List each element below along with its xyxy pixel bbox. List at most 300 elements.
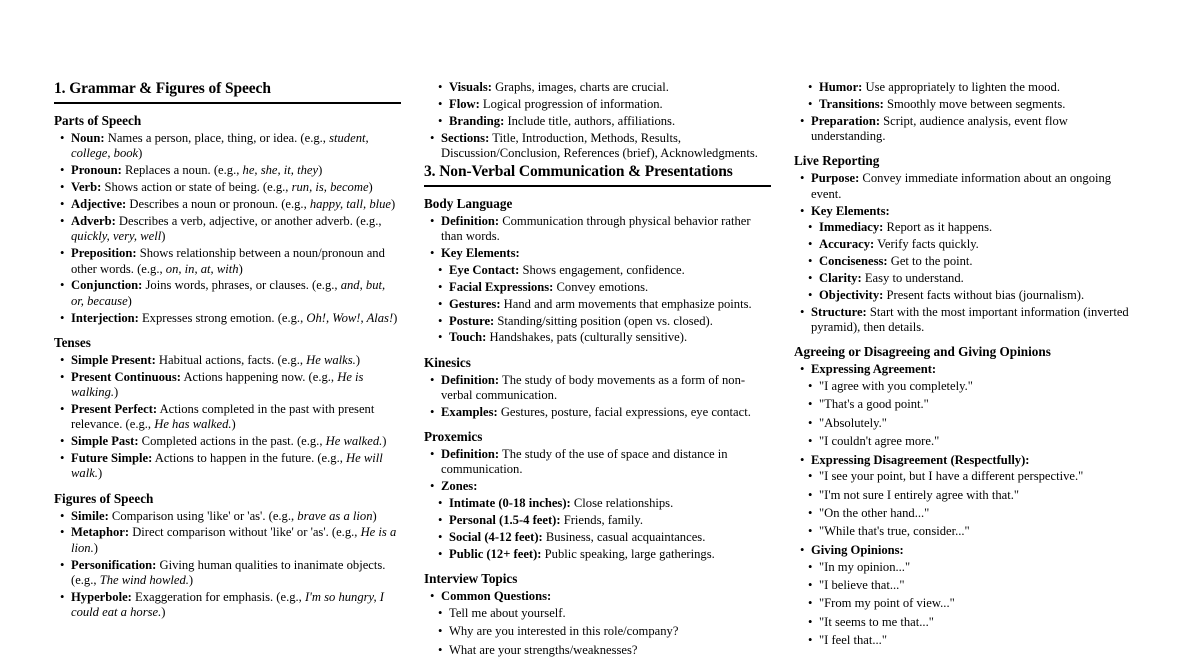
column-2 — [424, 80, 771, 657]
bullet-icon: • — [808, 524, 813, 539]
list-item — [430, 479, 771, 494]
list-item-term: Key Elements: — [441, 246, 520, 261]
list-item-term: Definition: — [441, 447, 500, 462]
sub-heading: Agreeing or Disagreeing and Giving Opinions — [794, 344, 1051, 360]
list-item-term: Structure: — [811, 304, 867, 319]
list-item-term: Adjective: — [71, 197, 127, 212]
bullet-list — [424, 214, 771, 262]
list-item-example: He walked. — [325, 434, 383, 449]
list-item-text: ) — [382, 434, 387, 449]
nested-list — [794, 220, 1141, 303]
section-heading: 1. Grammar & Figures of Speech — [54, 80, 401, 104]
bullet-icon: • — [60, 508, 65, 523]
list-item-text: "On the other hand..." — [819, 506, 930, 521]
bullet-icon: • — [60, 131, 65, 146]
list-item-text: Completed actions in the past. (e.g., — [138, 434, 326, 449]
list-item-term: Eye Contact: — [449, 263, 520, 277]
bullet-icon: • — [430, 372, 435, 387]
list-item — [808, 416, 1141, 431]
bullet-icon: • — [438, 96, 443, 111]
bullet-icon: • — [60, 434, 65, 449]
list-item-text: "That's a good point." — [819, 397, 929, 412]
list-item-term: Interjection: — [71, 310, 139, 325]
bullet-icon: • — [60, 163, 65, 178]
bullet-icon: • — [800, 113, 805, 128]
list-item-text: The study of the use of space and distance in communication. — [441, 447, 728, 477]
list-item-text: Easy to understand. — [861, 270, 964, 285]
list-item — [808, 596, 1141, 611]
list-item-example: He has walked. — [154, 417, 232, 432]
list-item — [808, 506, 1141, 521]
bullet-icon: • — [808, 614, 813, 629]
bullet-icon: • — [808, 237, 813, 252]
bullet-list — [424, 447, 771, 495]
list-item-term: Gestures: — [449, 296, 501, 311]
list-item-example: He is walking. — [71, 369, 364, 399]
list-item-text: Title, Introduction, Methods, Results, Discussion/Conclusion, References (brief), Acknowledgments. — [441, 130, 758, 160]
list-item — [808, 560, 1141, 575]
list-item-term: Objectivity: — [819, 287, 884, 302]
list-item-text: Shows relationship between a noun/pronoun and other words. (e.g., — [71, 246, 385, 276]
list-item-term: Visuals: — [449, 80, 492, 94]
list-item-example: he, she, it, they — [242, 163, 319, 178]
list-item-example: and, but, or, because — [71, 278, 386, 308]
list-item-text: Hand and arm movements that emphasize points. — [500, 296, 752, 311]
sub-heading: Figures of Speech — [54, 490, 154, 506]
bullet-icon: • — [808, 633, 813, 648]
list-item — [438, 280, 771, 295]
list-item-text: "It seems to me that..." — [819, 614, 934, 629]
list-item-text: Shows engagement, confidence. — [519, 263, 685, 277]
list-item — [438, 114, 771, 129]
sub-heading: Live Reporting — [794, 153, 880, 169]
list-item — [430, 214, 771, 245]
bullet-icon: • — [438, 80, 443, 94]
list-item-text: ) — [372, 508, 377, 523]
list-item-term: Simple Past: — [71, 434, 139, 449]
list-item-text: "In my opinion..." — [819, 559, 911, 574]
list-item-text: Standing/sitting position (open vs. closed). — [494, 313, 713, 328]
bullet-icon: • — [60, 369, 65, 384]
bullet-list — [424, 589, 771, 604]
list-item — [438, 97, 771, 112]
bullet-icon: • — [808, 469, 813, 484]
bullet-icon: • — [438, 513, 443, 527]
list-item-text: Convey immediate information about an ongoing event. — [811, 171, 1112, 201]
list-item-text: "While that's true, consider..." — [819, 524, 970, 539]
sub-heading: Interview Topics — [424, 571, 518, 587]
list-item — [60, 451, 401, 482]
bullet-icon: • — [438, 296, 443, 311]
list-item-term: Preparation: — [811, 113, 881, 128]
list-item-text: ) — [161, 605, 166, 620]
list-item-term: Present Perfect: — [71, 401, 158, 416]
list-item — [438, 263, 771, 278]
list-item — [438, 496, 771, 511]
bullet-list — [794, 362, 1141, 377]
list-item — [808, 524, 1141, 539]
list-item — [808, 237, 1141, 252]
list-item-term: Zones: — [441, 479, 478, 494]
list-item-text: Convey emotions. — [553, 279, 649, 294]
nested-list — [794, 469, 1141, 539]
list-item-term: Sections: — [441, 130, 490, 145]
sub-heading: Tenses — [54, 334, 91, 350]
bullet-icon: • — [800, 171, 805, 186]
list-item-term: Pronoun: — [71, 163, 122, 178]
list-item-term: Facial Expressions: — [449, 279, 554, 294]
list-item — [808, 271, 1141, 286]
list-item-text: Actions to happen in the future. (e.g., — [152, 450, 347, 465]
list-item-example: on, in, at, with — [165, 261, 239, 276]
bullet-icon: • — [60, 557, 65, 572]
list-item-term: Expressing Agreement: — [811, 362, 937, 377]
list-item-term: Purpose: — [811, 171, 860, 186]
list-item — [808, 488, 1141, 503]
list-item-text: Verify facts quickly. — [874, 237, 979, 252]
list-item-text: Graphs, images, charts are crucial. — [491, 80, 669, 94]
list-item-term: Simple Present: — [71, 352, 156, 367]
list-item — [808, 633, 1141, 648]
bullet-icon: • — [430, 447, 435, 462]
list-item-term: Personal (1.5-4 feet): — [449, 513, 561, 527]
list-item-example: brave as a lion — [297, 508, 373, 523]
list-item-text: "I agree with you completely." — [819, 379, 973, 394]
list-item-text: Direct comparison without 'like' or 'as'. (e.g., — [129, 525, 361, 540]
list-item-term: Social (4-12 feet): — [449, 529, 543, 544]
list-item-term: Posture: — [449, 313, 495, 328]
bullet-icon: • — [430, 404, 435, 419]
list-item-text: ) — [391, 197, 396, 212]
bullet-icon: • — [430, 588, 435, 603]
list-item-text: ) — [97, 466, 103, 481]
list-item — [430, 131, 771, 162]
list-item-term: Branding: — [449, 113, 505, 128]
bullet-icon: • — [438, 313, 443, 328]
bullet-icon: • — [808, 559, 813, 574]
list-item-text: "I believe that..." — [819, 578, 905, 593]
list-item-text: ) — [114, 385, 119, 399]
list-item-text: Giving human qualities to inanimate objects. (e.g., — [71, 557, 386, 587]
list-item-term: Future Simple: — [71, 450, 153, 465]
bullet-icon: • — [808, 578, 813, 593]
list-item-example: run, is, become — [291, 180, 369, 195]
list-item-term: Flow: — [449, 96, 480, 111]
list-item — [808, 397, 1141, 412]
list-item-term: Immediacy: — [819, 220, 884, 235]
list-item-text: Actions happening now. (e.g., — [180, 369, 338, 384]
list-item-text: ) — [188, 572, 194, 587]
list-item — [60, 590, 401, 621]
list-item-term: Definition: — [441, 372, 500, 387]
bullet-list — [54, 509, 401, 621]
list-item-term: Common Questions: — [441, 588, 552, 603]
nested-list — [424, 496, 771, 562]
list-item-text: Describes a noun or pronoun. (e.g., — [126, 197, 310, 212]
bullet-icon: • — [60, 246, 65, 261]
bullet-icon: • — [808, 270, 813, 285]
bullet-icon: • — [808, 415, 813, 430]
bullet-icon: • — [438, 605, 443, 620]
list-item-text: Why are you interested in this role/company? — [449, 624, 679, 639]
list-item-text: ) — [161, 229, 166, 244]
list-item-text: Exaggeration for emphasis. (e.g., — [131, 589, 305, 604]
list-item-text: Business, casual acquaintances. — [542, 529, 706, 544]
bullet-icon: • — [438, 496, 443, 511]
bullet-icon: • — [800, 304, 805, 319]
bullet-icon: • — [60, 589, 65, 604]
list-item-example: quickly, very, well — [71, 229, 162, 244]
list-item — [800, 305, 1141, 336]
list-item — [438, 530, 771, 545]
list-item — [60, 214, 401, 245]
bullet-list — [794, 171, 1141, 219]
bullet-icon: • — [60, 310, 65, 325]
list-item-example: He is a lion. — [71, 525, 397, 555]
list-item-term: Touch: — [449, 330, 487, 345]
list-item-term: Expressing Disagreement (Respectfully): — [811, 452, 1030, 467]
list-item-term: Transitions: — [819, 96, 884, 111]
list-item — [808, 288, 1141, 303]
list-item-text: Smoothly move between segments. — [883, 96, 1066, 111]
bullet-icon: • — [800, 203, 805, 218]
list-item-example: student, college, book — [71, 131, 369, 161]
bullet-icon: • — [60, 197, 65, 212]
list-item-example: I'm so hungry, I could eat a horse. — [71, 589, 384, 620]
list-item — [808, 469, 1141, 484]
list-item-text: Use appropriately to lighten the mood. — [862, 80, 1060, 94]
bullet-list — [54, 131, 401, 326]
list-item-text: "Absolutely." — [819, 415, 887, 430]
list-item-text: ) — [231, 417, 236, 432]
list-item-term: Public (12+ feet): — [449, 546, 542, 561]
list-item — [60, 163, 401, 178]
list-item-text: Tell me about yourself. — [449, 605, 566, 620]
bullet-icon: • — [808, 287, 813, 302]
list-item-term: Intimate (0-18 inches): — [449, 496, 571, 511]
list-item-text: Joins words, phrases, or clauses. (e.g., — [142, 278, 341, 293]
list-item-term: Giving Opinions: — [811, 542, 904, 557]
sub-heading: Kinesics — [424, 354, 471, 370]
nested-list — [794, 80, 1141, 112]
list-item-text: Get to the point. — [887, 254, 973, 269]
list-item-text: Friends, family. — [560, 513, 643, 527]
nested-list — [424, 80, 771, 129]
list-item-text: "I'm not sure I entirely agree with that." — [819, 487, 1019, 502]
list-item-term: Preposition: — [71, 246, 137, 261]
list-item — [438, 80, 771, 95]
list-item-term: Simile: — [71, 508, 109, 523]
list-item — [60, 197, 401, 212]
bullet-icon: • — [438, 546, 443, 561]
bullet-icon: • — [438, 263, 443, 277]
list-item-example: Oh!, Wow!, Alas! — [306, 310, 394, 325]
list-item — [60, 402, 401, 433]
list-item-text: Gestures, posture, facial expressions, eye contact. — [497, 404, 751, 419]
column-1 — [54, 80, 401, 626]
bullet-icon: • — [438, 529, 443, 544]
list-item — [808, 220, 1141, 235]
bullet-icon: • — [60, 525, 65, 540]
list-item-text: The study of body movements as a form of non-verbal communication. — [441, 372, 746, 402]
list-item — [808, 254, 1141, 269]
list-item — [60, 353, 401, 368]
list-item-text: Describes a verb, adjective, or another adverb. (e.g., — [115, 213, 382, 228]
list-item — [800, 171, 1141, 202]
list-item-term: Accuracy: — [819, 237, 875, 252]
bullet-list — [794, 305, 1141, 336]
bullet-icon: • — [60, 352, 65, 367]
sub-heading: Proxemics — [424, 429, 483, 445]
list-item — [60, 180, 401, 195]
list-item — [60, 558, 401, 589]
list-item — [438, 606, 771, 621]
bullet-icon: • — [430, 213, 435, 228]
list-item — [60, 278, 401, 309]
list-item-text: Shows action or state of being. (e.g., — [101, 180, 292, 195]
bullet-list — [794, 543, 1141, 558]
bullet-icon: • — [808, 379, 813, 394]
list-item — [438, 624, 771, 639]
list-item-example: happy, tall, blue — [309, 197, 392, 212]
bullet-list — [424, 131, 771, 162]
bullet-icon: • — [800, 362, 805, 377]
list-item-text: ) — [368, 180, 373, 195]
list-item — [430, 246, 771, 261]
list-item-text: "I couldn't agree more." — [819, 434, 940, 449]
list-item-term: Verb: — [71, 180, 102, 195]
nested-list — [794, 560, 1141, 649]
bullet-icon: • — [430, 130, 435, 145]
list-item-text: Logical progression of information. — [479, 96, 663, 111]
list-item-text: ) — [355, 352, 361, 367]
list-item — [438, 513, 771, 528]
list-item — [60, 311, 401, 326]
list-item-term: Hyperbole: — [71, 589, 132, 604]
list-item-text: ) — [93, 540, 98, 555]
bullet-icon: • — [60, 278, 65, 293]
list-item-text: Close relationships. — [570, 496, 674, 511]
list-item-term: Examples: — [441, 404, 498, 419]
list-item — [800, 543, 1141, 558]
column-container — [54, 80, 1151, 657]
bullet-list — [794, 114, 1141, 145]
bullet-icon: • — [808, 254, 813, 269]
list-item — [430, 589, 771, 604]
list-item — [430, 405, 771, 420]
list-item-text: Include title, authors, affiliations. — [504, 113, 676, 128]
bullet-icon: • — [808, 506, 813, 521]
list-item-term: Metaphor: — [71, 525, 130, 540]
list-item-term: Adverb: — [71, 213, 116, 228]
list-item — [800, 114, 1141, 145]
list-item — [60, 370, 401, 401]
list-item-text: Public speaking, large gatherings. — [541, 546, 715, 561]
bullet-icon: • — [60, 450, 65, 465]
sub-heading: Parts of Speech — [54, 113, 142, 129]
list-item — [808, 80, 1141, 95]
list-item — [438, 297, 771, 312]
list-item — [60, 131, 401, 162]
list-item-text: Habitual actions, facts. (e.g., — [155, 352, 307, 367]
sub-heading: Body Language — [424, 196, 513, 212]
bullet-icon: • — [808, 596, 813, 611]
bullet-icon: • — [800, 452, 805, 467]
list-item-term: Conjunction: — [71, 278, 143, 293]
bullet-icon: • — [800, 542, 805, 557]
bullet-icon: • — [60, 213, 65, 228]
list-item-term: Clarity: — [819, 270, 862, 285]
list-item-text: ) — [138, 146, 143, 161]
list-item-text: Present facts without bias (journalism). — [883, 287, 1085, 302]
list-item — [808, 97, 1141, 112]
list-item — [430, 373, 771, 404]
bullet-icon: • — [438, 113, 443, 128]
nested-list — [794, 379, 1141, 449]
list-item-text: "I feel that..." — [819, 633, 887, 648]
list-item — [438, 314, 771, 329]
list-item-text: ) — [393, 310, 398, 325]
list-item-term: Personification: — [71, 557, 157, 572]
list-item-term: Conciseness: — [819, 254, 888, 269]
list-item-text: Handshakes, pats (culturally sensitive). — [486, 330, 688, 345]
bullet-icon: • — [430, 246, 435, 261]
bullet-icon: • — [438, 624, 443, 639]
list-item-text: ) — [238, 261, 243, 276]
column-3 — [794, 80, 1141, 648]
bullet-icon: • — [60, 401, 65, 416]
nested-list — [424, 606, 771, 658]
list-item — [808, 434, 1141, 449]
list-item-text: Report as it happens. — [883, 220, 993, 235]
list-item-text: What are your strengths/weaknesses? — [449, 642, 638, 657]
bullet-icon: • — [438, 279, 443, 294]
list-item — [60, 509, 401, 524]
bullet-icon: • — [808, 96, 813, 111]
list-item-example: He walks. — [306, 352, 356, 367]
bullet-list — [424, 373, 771, 421]
list-item — [60, 434, 401, 449]
bullet-icon: • — [808, 487, 813, 502]
list-item-term: Present Continuous: — [71, 369, 181, 384]
section-heading: 3. Non-Verbal Communication & Presentations — [424, 163, 771, 187]
list-item-text: ) — [318, 163, 323, 178]
list-item — [800, 204, 1141, 219]
list-item-text: Actions completed in the past with present relevance. (e.g., — [71, 401, 375, 432]
list-item — [60, 246, 401, 277]
bullet-list — [794, 453, 1141, 468]
bullet-icon: • — [438, 330, 443, 345]
list-item-text: "From my point of view..." — [819, 596, 955, 611]
list-item-text: "I see your point, but I have a different perspective." — [819, 469, 1084, 484]
list-item-text: Script, audience analysis, event flow understanding. — [811, 113, 1068, 144]
list-item — [800, 362, 1141, 377]
bullet-icon: • — [808, 80, 813, 94]
list-item-term: Humor: — [819, 80, 863, 94]
bullet-icon: • — [438, 642, 443, 657]
list-item-text: Start with the most important information (inverted pyramid), then details. — [811, 304, 1129, 335]
bullet-list — [54, 353, 401, 482]
list-item-term: Noun: — [71, 131, 105, 146]
list-item — [438, 330, 771, 345]
nested-list — [424, 263, 771, 346]
list-item-text: ) — [127, 293, 132, 308]
list-item — [808, 379, 1141, 394]
bullet-icon: • — [808, 397, 813, 412]
list-item — [438, 643, 771, 658]
list-item-term: Definition: — [441, 213, 500, 228]
list-item — [60, 525, 401, 556]
